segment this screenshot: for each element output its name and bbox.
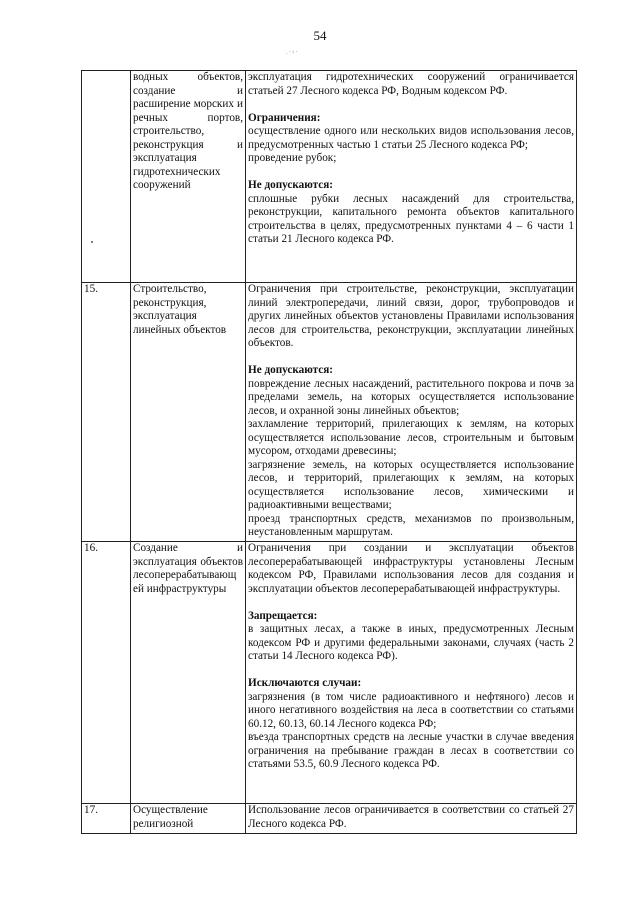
section-heading: Не допускаются:	[248, 179, 334, 191]
paragraph: Использование лесов ограничивается в соответствии со статьей 27 Лесного кодекса РФ.	[248, 804, 574, 830]
page-number: 54	[313, 28, 327, 43]
restrictions-cell	[246, 542, 577, 804]
table-row	[82, 283, 577, 542]
section-heading: Ограничения:	[248, 111, 321, 124]
table-row	[82, 542, 577, 804]
paragraph: загрязнения (в том числе радиоактивного и нефтяного) лесов и иного негативного воздействия на леса в соответствии со статьями 60.12, 60.13, 60.14 Лесного кодекса РФ;	[248, 690, 574, 730]
paragraph: загрязнение земель, на которых осуществляется использование лесов, и территорий, прилегающих к землям, на которых осуществляется использование лесов, химическими и радиоактивными веществами;	[248, 458, 574, 511]
row-number: 17.	[82, 804, 131, 834]
restrictions-cell	[246, 71, 577, 283]
restrictions-cell	[246, 804, 577, 834]
row-number	[82, 71, 131, 283]
paragraph: повреждение лесных насаждений, растительного покрова и почв за пределами земель, на которых осуществляется использование лесов, и охранной зоны линейных объектов;	[248, 377, 574, 417]
paragraph: Ограничения при строительстве, реконструкции, эксплуатации линий электропередачи, линий связи, дорог, трубопроводов и других линейных объектов установлены Правилами использования лесов для строительства, реконструкции, эксплуатации линейных объектов.	[248, 283, 574, 349]
section-heading: Не допускаются:	[248, 364, 334, 376]
activity-cell: Осуществление религиозной	[131, 804, 246, 834]
activity-cell: Строительство, реконструкция, эксплуатация линейных объектов	[131, 283, 246, 542]
paragraph: проезд транспортных средств, механизмов по произвольным, неустановленным маршрутам.	[248, 512, 574, 538]
paragraph: эксплуатация гидротехнических сооружений ограничивается статьей 27 Лесного кодекса РФ, Водным кодексом РФ.	[248, 71, 574, 97]
paragraph: в защитных лесах, а также в иных, предусмотренных Лесным кодексом РФ и другими федеральными законами, случаях (часть 2 статьи 14 Лесного кодекса РФ).	[248, 623, 574, 662]
scan-mark: .·‹·	[286, 48, 299, 56]
row-number: 16.	[82, 542, 131, 804]
table-row	[82, 804, 577, 834]
paragraph: Ограничения при создании и эксплуатации объектов лесоперерабатывающей инфраструктуры установлены Лесным кодексом РФ, Правилами использования лесов для создания и эксплуатации объектов лесоперерабатывающей инфраструктуры.	[248, 542, 574, 595]
activity-cell: Создание и эксплуатация объектов лесоперерабатывающ ей инфраструктуры	[131, 542, 246, 804]
paragraph: захламление территорий, прилегающих к землям, на которых осуществляется использование лесов, строительным и бытовым мусором, отходами древесины;	[248, 418, 574, 457]
restrictions-table	[81, 70, 577, 834]
row-number: 15.	[82, 283, 131, 542]
table-row	[82, 71, 577, 283]
section-heading: Исключаются случаи:	[248, 677, 362, 689]
activity-cell: водных объектов, создание и расширение морских и речных портов, строительство, реконструкция и эксплуатация гидротехнических сооружений	[131, 71, 246, 283]
restrictions-cell	[246, 283, 577, 542]
paragraph: осуществление одного или нескольких видов использования лесов, предусмотренных частью 1 статьи 25 Лесного кодекса РФ;	[248, 125, 574, 151]
paragraph: сплошные рубки лесных насаждений для строительства, реконструкции, капитального ремонта объектов капитального строительства в целях, предусмотренных пунктами 4 – 6 части 1 статьи 21 Лесного кодекса РФ.	[248, 192, 574, 245]
paragraph: въезда транспортных средств на лесные участки в случае введения ограничения на пребывание граждан в лесах в соответствии со статьями 53.5, 60.9 Лесного кодекса РФ.	[248, 731, 574, 770]
paragraph: проведение рубок;	[248, 152, 337, 164]
section-heading: Запрещается:	[248, 609, 318, 622]
